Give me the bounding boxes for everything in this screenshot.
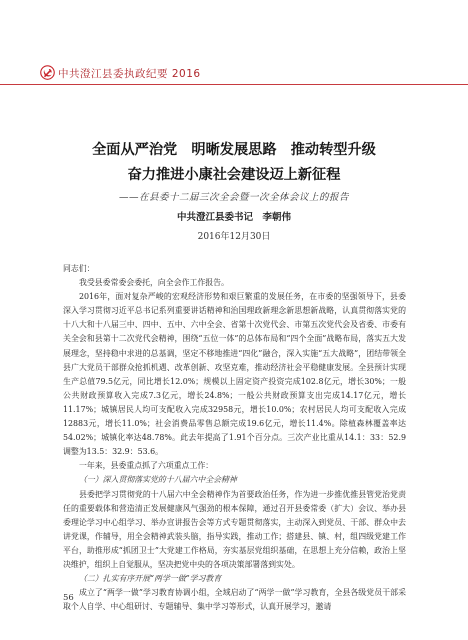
article-body bbox=[63, 262, 406, 614]
body-paragraph: 成立了“两学一做”学习教育协调小组，全域启动了“两学一做”学习教育，全县各级党员干部采取个人自学、中心组研讨、专题辅导、集中学习等形式，认真开展学习，邀请 bbox=[63, 588, 406, 612]
body-paragraph: 县委把学习贯彻党的十八届六中全会精神作为首要政治任务，作为进一步推优推县管党治党责任的重要载体和营造清正发展健康风气强劲的根本保障，通过召开县委常委（扩大）会议、举办县委理论学习中心组学习、举办宣讲报告会等方式专题贯彻落实，主动深入到党员、干部、群众中去讲党课，作辅导，用全会精神武装头脑，指导实践，推动工作；搭建县、镇、村，组四级党建工作平台，助推形成“抓团卫士”大党建工作格局，夯实基层党组织基础，在思想上充分信赖，政治上坚决维护，组织上自觉服从，坚决把党中央的各项决策部署落到实处。 bbox=[63, 489, 406, 569]
section-heading: （一）深入贯彻落实党的十八届六中全会精神 bbox=[79, 475, 237, 485]
body-paragraph: 我受县委常委会委托，向全会作工作报告。 bbox=[79, 278, 229, 288]
header-series-title: 中共澄江县委执政纪要 2016 bbox=[58, 68, 201, 80]
salutation: 同志们： bbox=[63, 264, 95, 273]
article-title-line2: 奋力推进小康社会建设迈上新征程 bbox=[127, 167, 341, 183]
article-date: 2016年12月30日 bbox=[197, 232, 271, 242]
section-heading: （二）扎实有序开展“两学一做”学习教育 bbox=[79, 574, 222, 584]
party-emblem-icon bbox=[40, 65, 55, 80]
page-number: 56 bbox=[63, 593, 74, 603]
running-header bbox=[40, 64, 460, 82]
article-subtitle: ——在县委十二届三次全会暨一次全体会议上的报告 bbox=[118, 192, 349, 203]
body-paragraph: 2016年，面对复杂严峻的宏观经济形势和艰巨繁重的发展任务，在市委的坚强领导下，县委深入学习贯彻习近平总书记系列重要讲话精神和治国理政新理念新思想新战略，认真贯彻落实党的十八大和十八届三中、四中、五中、六中全会、省第十次党代会、市第五次党代会及省委、市委有关全会和县第十二次党代会精神，围绕“五位一体”的总体布局和“四个全面”战略布局，落实五大发展理念，坚持稳中求进的总基调，坚定不移地推进“四化”融合，深入实施“五大战略”，团结带领全县广大党员干部群众抢抓机遇、改革创新、攻坚克难，推动经济社会平稳健康发展。全县预计实现生产总值79.5亿元，同比增长12.0%；规模以上固定资产投资完成102.8亿元，增长30%；一般公共财政预算收入完成7.3亿元，增长24.8%；一般公共财政预算支出完成14.17亿元，增长11.17%；城镇居民人均可支配收入完成32958元，增长10.0%；农村居民人均可支配收入完成12883元，增长11.0%；社会消费品零售总额完成19.6亿元，增长11.4%。除植森林覆盖率达54.02%；城镇化率达48.78%。此去年提高了1.91个百分点。三次产业比重从14.1：33：52.9调整为13.5：32.9：53.6。 bbox=[63, 292, 406, 457]
header-divider bbox=[0, 84, 468, 85]
body-paragraph: 一年来，县委重点抓了六项重点工作： bbox=[79, 461, 214, 471]
article-title-line1: 全面从严治党 明晰发展思路 推动转型升级 bbox=[92, 142, 376, 158]
article-author: 中共澄江县委书记 李朝伟 bbox=[176, 212, 291, 223]
